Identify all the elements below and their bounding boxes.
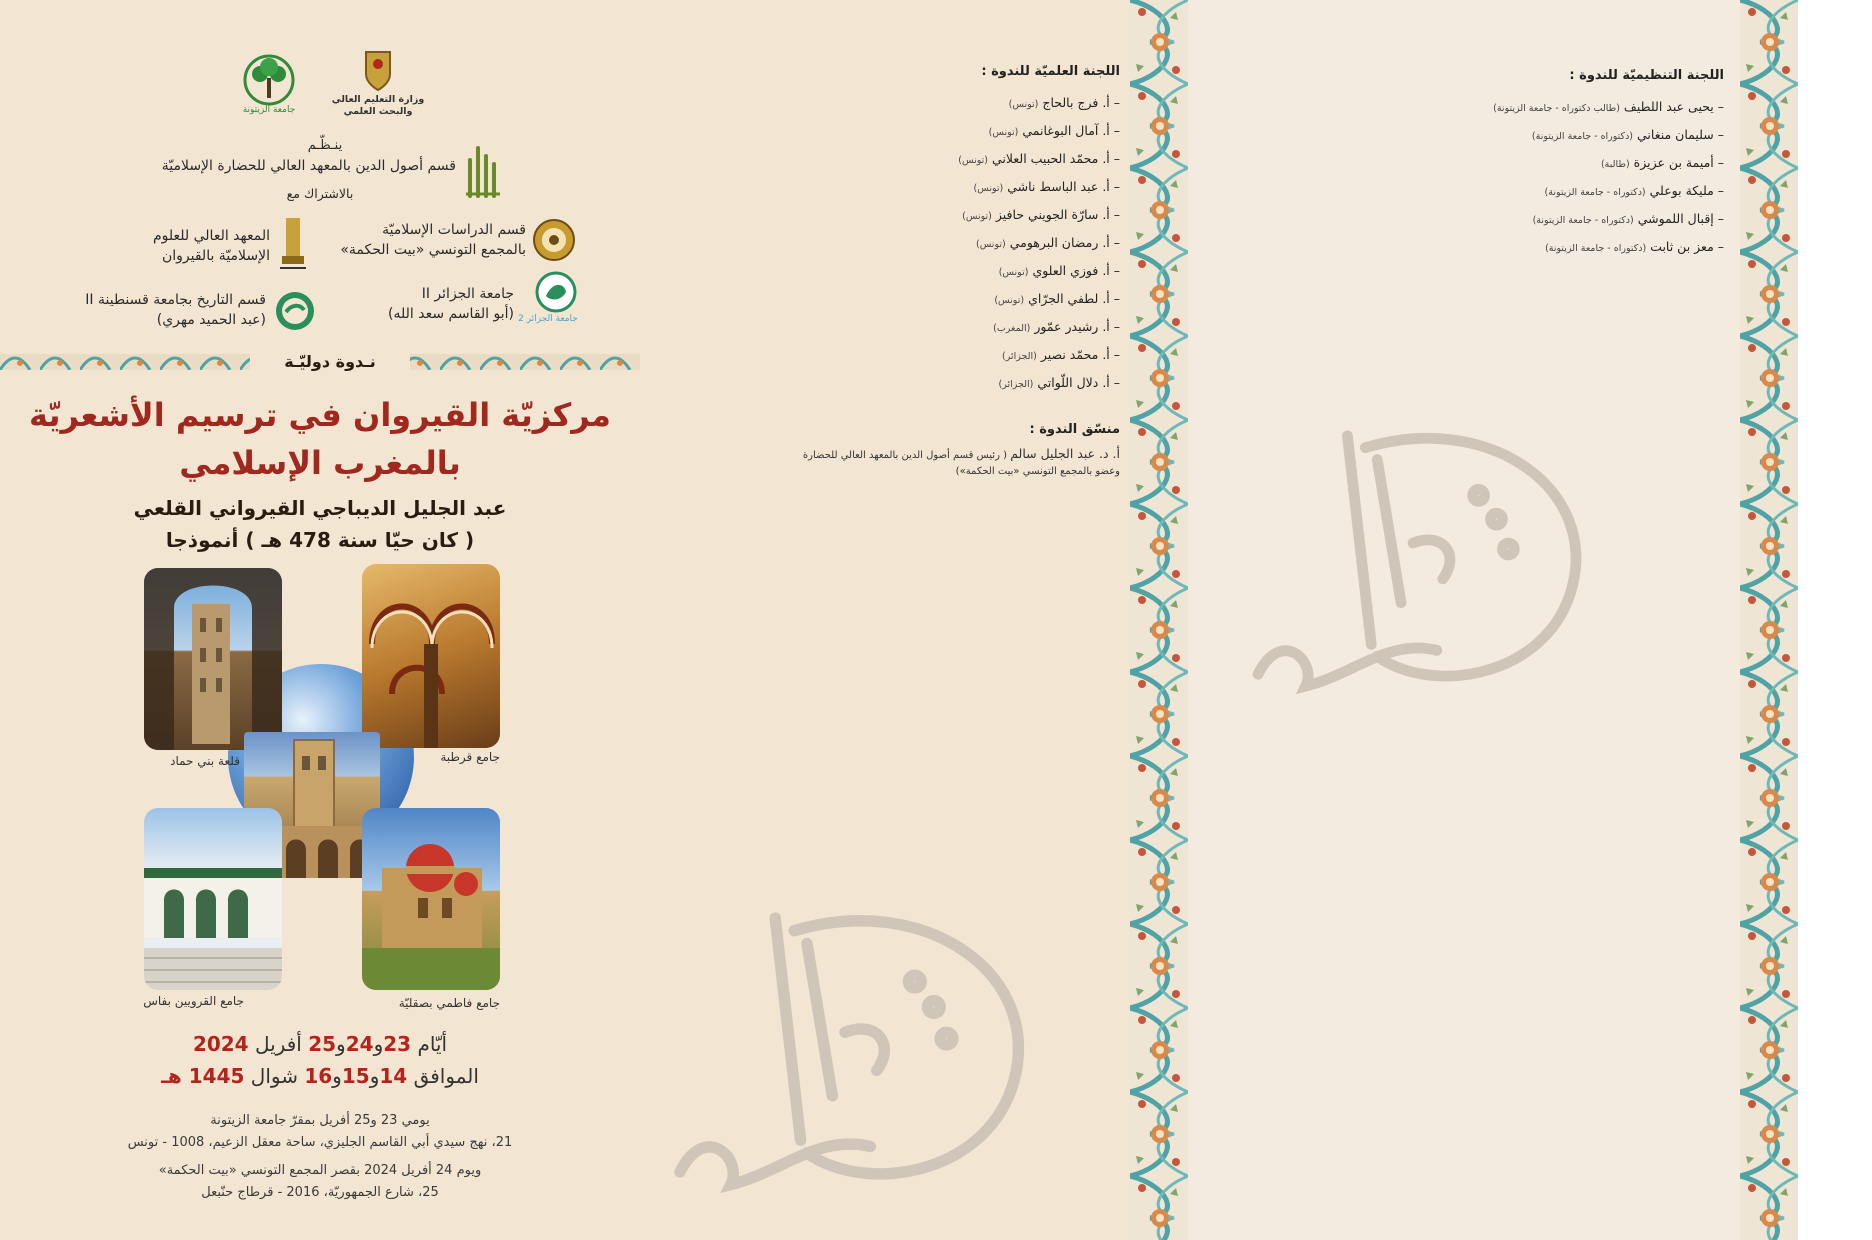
- subtitle-line-2: ( كان حيّا سنة 478 هـ ) أنموذجا: [165, 528, 475, 552]
- partner-3-line-2: (أبو القاسم سعد الله): [388, 306, 514, 322]
- algiers-logo-caption: جامعة الجزائر 2: [518, 314, 578, 324]
- committee-member: – أ. رشيدر عمّور (المغرب): [993, 319, 1120, 334]
- coordinator-title: منسّق الندوة :: [1029, 422, 1120, 437]
- partner-3-line-1: جامعة الجزائر II: [421, 286, 514, 302]
- committee-member: – أ. رمضان البرهومي (تونس): [975, 235, 1120, 250]
- photo-caption-qarawiyyin: جامع القرويين بفاس: [143, 994, 244, 1008]
- committee-member: – أ. عبد الباسط ناشي (تونس): [973, 179, 1120, 194]
- photo-qalaa-bani-hammad: [144, 568, 282, 750]
- committee-member: – أ. لطفي الجرّاي (تونس): [994, 291, 1120, 306]
- title-line-2: بالمغرب الإسلامي: [179, 444, 461, 482]
- committee-member: – مليكة بوعلي (دكتوراه - جامعة الزيتونة): [1544, 183, 1724, 198]
- committee-member: – أ. فوزي العلوي (تونس): [998, 263, 1120, 278]
- photo-qarawiyyin-mosque: [144, 808, 282, 990]
- title-line-1: مركزيّة القيروان في ترسيم الأشعريّة: [29, 396, 611, 434]
- coordinator-note-1: ( رئيس قسم أصول الدين بالمعهد العالي للحضارة: [802, 450, 1007, 461]
- committee-member: – أ. دلال اللّواتي (الجزائر): [998, 375, 1120, 390]
- partner-2-line-2: الإسلاميّة بالقيروان: [161, 248, 270, 264]
- committee-member: – أميمة بن عزيزة (طالبة): [1600, 155, 1724, 170]
- photo-sicily-fatimid-mosque: [362, 808, 500, 990]
- tunisia-coat-of-arms-icon: [348, 48, 408, 96]
- committee-member: – أ. فرج بالحاج (تونس): [1008, 95, 1120, 110]
- ornamental-border-left: [1130, 0, 1188, 1240]
- beit-al-hikma-seal-icon: [532, 218, 576, 262]
- venue-1-line-1: يومي 23 و25 أفريل بمقرّ جامعة الزيتونة: [210, 1113, 430, 1128]
- kairouan-institute-logo-icon: [274, 212, 312, 272]
- institute-calligraphy-logo-icon: [460, 140, 506, 198]
- event-type: نـدوة دوليّـة: [250, 350, 410, 374]
- coordinator: [800, 446, 1120, 480]
- venue-2-line-2: 25، شارع الجمهوريّة، 2016 - قرطاج حنّبعل: [201, 1185, 439, 1200]
- organizing-committee-title: اللجنة التنظيميّة للندوة :: [1569, 68, 1724, 83]
- photo-caption-qalaa: قلعة بني حماد: [170, 754, 240, 768]
- organizing-committee-list: [1348, 94, 1724, 262]
- organizing-panel: [1188, 0, 1740, 1240]
- venue-1-line-2: 21، نهج سيدي أبي القاسم الجليزي، ساحة معقل الزعيم، 1008 - تونس: [127, 1135, 513, 1150]
- date-line-1: أيّام 23و24و25 أفريل 2024: [192, 1032, 448, 1056]
- partner-1-line-1: قسم الدراسات الإسلاميّة: [382, 222, 526, 238]
- coordinator-note-2: وعضو بالمجمع التونسي «بيت الحكمة»): [955, 466, 1120, 477]
- organizer-name: قسم أصول الدين بالمعهد العالي للحضارة الإسلاميّة: [161, 158, 456, 174]
- subtitle-line-1: عبد الجليل الديباجي القيرواني القلعي: [133, 496, 507, 520]
- beit-al-hikma-watermark-icon: [1228, 400, 1598, 710]
- committee-member: – إقبال اللموشي (دكتوراه - جامعة الزيتونة): [1532, 211, 1724, 226]
- ornamental-border-right: [1740, 0, 1798, 1240]
- committee-member: – معز بن ثابت (دكتوراه - جامعة الزيتونة): [1545, 239, 1724, 254]
- beit-al-hikma-watermark-icon: [650, 880, 1040, 1210]
- photo-caption-cordoba: جامع قرطبة: [440, 750, 500, 764]
- scientific-committee-list: [820, 90, 1120, 398]
- zitouna-logo-caption: جامعة الزيتونة: [242, 105, 296, 115]
- ministry-logo-caption: وزارة التعليم العالي والبحث العلمي: [331, 94, 425, 117]
- partner-1-line-2: بالمجمع التونسي «بيت الحكمة»: [340, 242, 526, 258]
- constantine-university-logo-icon: [274, 290, 316, 332]
- committee-member: – سليمان منغاني (دكتوراه - جامعة الزيتونة): [1531, 127, 1724, 142]
- partnership-label: بالاشتراك مع: [286, 186, 354, 201]
- committee-member: – أ. سارّة الجويني حافيز (تونس): [962, 207, 1120, 222]
- committee-member: – أ. محمّد نصير (الجزائر): [1001, 347, 1120, 362]
- committee-member: – أ. محمّد الحبيب العلاني (تونس): [958, 151, 1120, 166]
- coordinator-name: أ. د. عبد الجليل سالم: [1010, 446, 1120, 461]
- algiers-university-logo-icon: [534, 270, 578, 314]
- partner-4-line-2: (عبد الحميد مهري): [156, 312, 266, 328]
- scientific-committee-title: اللجنة العلميّة للندوة :: [981, 64, 1120, 79]
- partner-2-line-1: المعهد العالي للعلوم: [152, 228, 270, 244]
- venue-2-line-1: ويوم 24 أفريل 2024 بقصر المجمع التونسي «بيت الحكمة»: [158, 1163, 482, 1178]
- committee-member: – أ. آمال البوغانمي (تونس): [988, 123, 1120, 138]
- photo-caption-sicily: جامع فاطمي بصقليّة: [398, 996, 500, 1010]
- organizes-label: ينـظّـم: [307, 138, 343, 153]
- committee-member: – يحيى عبد اللطيف (طالب دكتوراه - جامعة الزيتونة): [1493, 99, 1724, 114]
- photo-cordoba-mosque: [362, 564, 500, 748]
- partner-4-line-1: قسم التاريخ بجامعة قسنطينة II: [85, 292, 266, 308]
- date-line-2: الموافق 14و15و16 شوال 1445 هـ: [161, 1064, 479, 1088]
